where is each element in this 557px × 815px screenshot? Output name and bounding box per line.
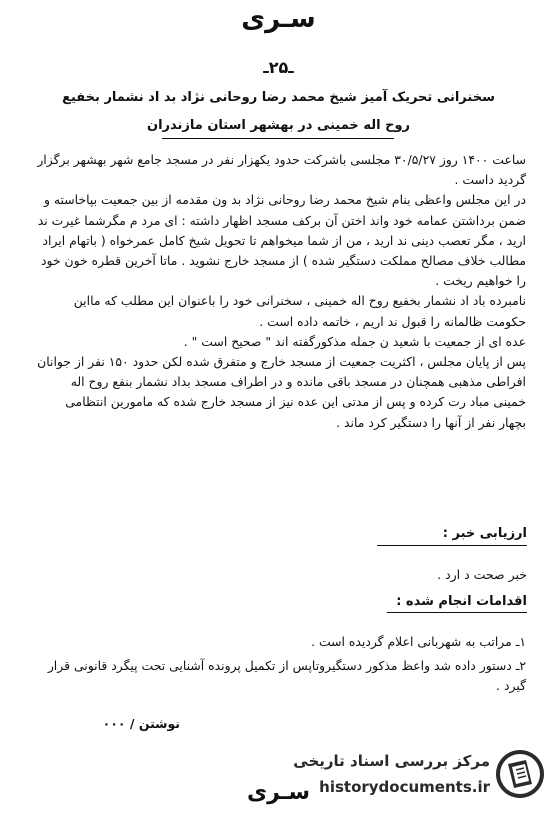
- document-center-logo-icon: [494, 748, 546, 800]
- classification-header: سـری: [241, 4, 316, 34]
- headline-underline: [162, 138, 394, 139]
- document-headline: سخنرانی تحریک آمیز شیخ محمد رضا روحانی نژاد بد اد نشمار بخفیع: [62, 90, 495, 105]
- document-headline-sub: روح اله خمینی در بهشهر استان مازندران: [146, 118, 411, 133]
- body-paragraph-5: پس از پایان مجلس ، اکثریت جمعیت از مسجد خارج و متفرق شده لکن حدود ۱۵۰ نفر از جوانان افراطی مذهبی همچنان در مسجد باقی مانده و در اطراف مسجد بداد نشمار بنفع روح اله خمینی مباد رت کرده و پس از مدتی این عده نیز از مسجد خارج شده که مامورین انتظامی بچهار نفر از آنها را دستگیر کرد ماند .: [37, 354, 526, 430]
- actions-title: اقدامات انجام شده :: [396, 594, 527, 609]
- watermark-org-name: مرکز بررسی اسناد تاریخی: [293, 752, 490, 770]
- actions-title-underline: [387, 612, 527, 613]
- action-item-1: ۱ـ مراتب به شهربانی اعلام گردیده است .: [311, 634, 526, 649]
- action-item-2: ۲ـ دستور داده شد واعظ مذکور دستگیروتاپس از تکمیل پرونده آشنایی تحت پیگرد قانونی قرار گیرد .: [47, 658, 526, 694]
- watermark: [258, 746, 550, 808]
- watermark-site: historydocuments.ir: [319, 778, 490, 796]
- body-paragraph-1: ساعت ۱۴۰۰ روز ۳۰/۵/۲۷ مجلسی باشرکت حدود یکهزار نفر در مسجد جامع شهر بهشهر برگزار گردید داست .: [37, 152, 526, 188]
- document-number: ـ۲۵ـ: [263, 58, 294, 77]
- report-evaluation-value: خبر صحت د ارد .: [437, 567, 527, 582]
- body-paragraph-3: نامبرده باد اد نشمار بخفیع روح اله خمینی ، سخنرانی خود را باعنوان این مطلب که مااین حکومت ظالمانه را قبول ند اریم ، خاتمه داده است .: [73, 293, 526, 329]
- copies-note: نوشتن / ۰۰۰: [102, 716, 180, 731]
- body-paragraph-4: عده ای از جمعیت با شعید ن جمله مذکورگفته اند " صحیح است " .: [183, 333, 526, 349]
- report-evaluation-title: ارزیابی خبر :: [442, 526, 527, 541]
- actions-list: [36, 632, 526, 701]
- body-paragraph-2: در این مجلس واعظی بنام شیخ محمد رضا روحانی نژاد بد ون مقدمه از بین جمعیت بپاخاسته و ضمن برداشتن عمامه خود واند اختن آن برکف مسجد اظهار داشته : ای مرد م مگرشما غیرت ند ارید ، مگر تعصب دینی ند ارید ، من از شما میخواهم تا تحویل شیخ کامل عمرخواه ( باتهام ایراد مطالب خلاف مصالح مملکت دستگیر شده ) از مسجد خارج نشوید . ماتا آخرین قطره خون خود را خواهیم ریخت .: [37, 192, 526, 289]
- classification-footer: سـری: [246, 780, 310, 805]
- document-body: [36, 150, 526, 433]
- report-title-underline: [377, 545, 527, 546]
